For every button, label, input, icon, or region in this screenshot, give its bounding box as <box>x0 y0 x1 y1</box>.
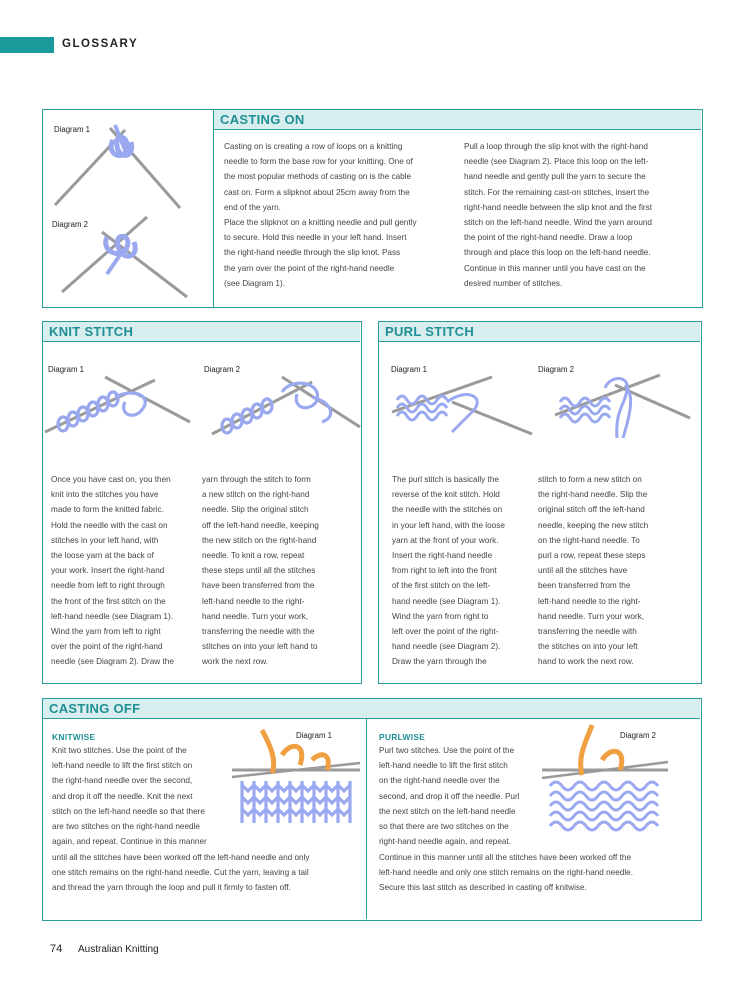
casting-on-diagram1-illustration <box>55 120 185 215</box>
knit-diagram1-illustration <box>45 372 195 442</box>
publication-title: Australian Knitting <box>78 944 159 955</box>
purlwise-text-bottom: Continue in this manner until all the stitches have been worked off the left-hand needle and only one stitch remains on the right-hand needle. Secure this last stitch as described in casting off knitwise. <box>379 853 633 893</box>
purl-diagram2-illustration <box>555 370 695 442</box>
section-tab-marker <box>0 37 54 53</box>
casting-on-diagram2-label: Diagram 2 <box>52 220 88 229</box>
purlwise-text-top: Purl two stitches. Use the point of the left-hand needle to lift the first stitch on the right-hand needle over the second, and drop it off the needle. Purl the next stitch on the left-hand needle so that there are two stitches on the right-hand needle again, and repeat. <box>379 746 520 847</box>
knit-stitch-title: KNIT STITCH <box>43 322 360 342</box>
casting-on-title: CASTING ON <box>214 110 701 130</box>
purl-diagram2-label: Diagram 2 <box>538 365 574 374</box>
purl-stitch-title: PURL STITCH <box>379 322 700 342</box>
purl-diagram1-label: Diagram 1 <box>391 365 427 374</box>
knit-diagram2-illustration <box>212 372 362 442</box>
knit-diagram1-label: Diagram 1 <box>48 365 84 374</box>
knitwise-subtitle: KNITWISE <box>52 732 96 742</box>
knitwise-diagram-label: Diagram 1 <box>296 731 332 740</box>
casting-on-diagram2-illustration <box>62 212 192 302</box>
knit-stitch-text-col2: yarn through the stitch to form a new stitch on the right-hand needle. Slip the original stitch off the left-hand needle, keeping the new stitch on the right-hand needle. To knit a row, repeat these steps until all the stitches have been transferred from the left-hand needle to the right- hand needle. Turn your work, transferring the needle with the stitches on into your left hand to work the next row. <box>202 475 319 667</box>
knitwise-text-top: Knit two stitches. Use the point of the left-hand needle to lift the first stitch on the right-hand needle over the second, and drop it off the needle. Knit the next stitch on the left-hand needle so that there are two stitches on the right-hand needle again, and repeat. Continue in this manner <box>52 746 207 847</box>
page-number: 74 <box>50 943 63 955</box>
casting-on-text-col2: Pull a loop through the slip knot with the right-hand needle (see Diagram 2). Place this loop on the left- hand needle and gently pull the yarn to secure the stitch. For the remaining cast-on stitches, insert the right-hand needle between the slip knot and the first stitch on the left-hand needle. Wind the yarn around the point of the right-hand needle. Draw a loop through and place this loop on the left-hand needle. Continue in this manner until you have cast on the desired number of stitches. <box>464 142 652 288</box>
knit-diagram2-label: Diagram 2 <box>204 365 240 374</box>
purl-diagram1-illustration <box>392 372 537 442</box>
purlwise-subtitle: PURLWISE <box>379 732 426 742</box>
casting-on-text-col1: Casting on is creating a row of loops on a knitting needle to form the base row for your knitting. One of the most popular methods of casting on is the cable cast on. Form a slipknot about 25cm away from the end of the yarn. Place the slipknot on a knitting needle and pull gently to secure. Hold this needle in your left hand. Insert the right-hand needle through the slip knot. Pass the yarn over the point of the right-hand needle (see Diagram 1). <box>224 142 417 288</box>
section-title: GLOSSARY <box>62 38 139 50</box>
purl-stitch-text-col2: stitch to form a new stitch on the right-hand needle. Slip the original stitch off the left-hand needle, keeping the new stitch on the right-hand needle. To purl a row, repeat these steps until all the stitches have been transferred from the left-hand needle to the right- hand needle. Turn your work, transferring the needle with the stitches on into your left hand to work the next row. <box>538 475 649 667</box>
knitwise-text-bottom: until all the stitches have been worked off the left-hand needle and only one stitch remains on the right-hand needle. Cut the yarn, leaving a tail and thread the yarn through the loop and pull it firmly to fasten off. <box>52 853 310 893</box>
casting-off-divider <box>366 719 367 919</box>
purl-stitch-text-col1: The purl stitch is basically the reverse of the knit stitch. Hold the needle with the stitches on in your left hand, with the loose yarn at the front of your work. Insert the right-hand needle from right to left into the front of the first stitch on the left- hand needle (see Diagram 1). Wind the yarn from right to left over the point of the right- hand needle (see Diagram 2). Draw the yarn through the <box>392 475 505 667</box>
knit-stitch-text-col1: Once you have cast on, you then knit into the stitches you have made to form the knitted fabric. Hold the needle with the cast on stitches in your left hand, with the loose yarn at the back of your work. Insert the right-hand needle from left to right through the front of the first stitch on the left-hand needle (see Diagram 1). Wind the yarn from left to right over the point of the right-hand needle (see Diagram 2). Draw the <box>51 475 174 667</box>
casting-on-divider <box>213 109 214 307</box>
casting-off-title: CASTING OFF <box>43 699 700 719</box>
purlwise-diagram-label: Diagram 2 <box>620 731 656 740</box>
casting-on-diagram1-label: Diagram 1 <box>54 125 90 134</box>
